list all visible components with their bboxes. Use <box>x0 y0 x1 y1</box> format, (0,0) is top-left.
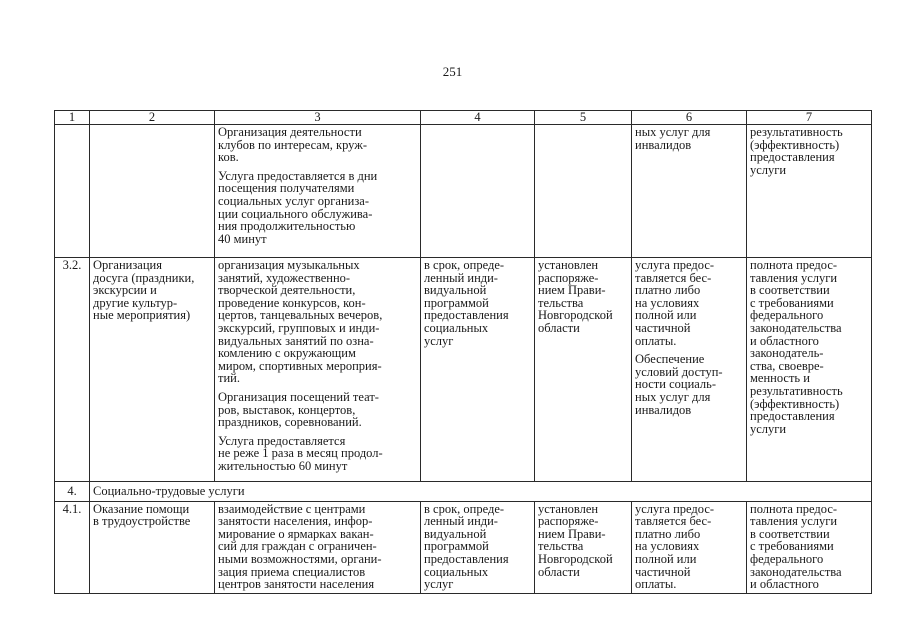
service-indicators: результативность (эффективность) предоставления услуги <box>747 125 872 258</box>
conditions-paragraph: ных услуг для инвалидов <box>635 125 711 152</box>
service-indicators: полнота предос- тавления услуги в соответствии с требованиями федерального законодательства и областного законодатель- ства, своевре- менность и результативность (эффективность) предоставления услуги <box>747 258 872 482</box>
service-term: в срок, опреде- ленный инди- видуальной программой предоставления социальных услуг <box>421 501 535 593</box>
service-conditions <box>632 501 747 593</box>
service-content <box>215 501 421 593</box>
column-header: 4 <box>421 111 535 125</box>
row-number: 3.2. <box>55 258 90 482</box>
table-header-row <box>55 111 872 125</box>
table-row <box>55 125 872 258</box>
row-number <box>55 125 90 258</box>
services-table <box>54 110 872 594</box>
column-header: 7 <box>747 111 872 125</box>
section-number: 4. <box>55 482 90 502</box>
service-tariff: установлен распоряже- нием Прави- тельства Новгородской области <box>535 501 632 593</box>
service-tariff: установлен распоряже- нием Прави- тельства Новгородской области <box>535 258 632 482</box>
page-number: 251 <box>442 64 463 79</box>
table-row <box>55 258 872 482</box>
content-paragraph: организация музыкальных занятий, художественно- творческой деятельности, проведение конкурсов, кон- цертов, танцевальных вечеров, экскурсий, групповых и инди- видуальных занятий по озна- комлению с окружающим миром, спортивных мероприя- тий. <box>218 258 383 386</box>
column-header: 1 <box>55 111 90 125</box>
service-term <box>421 125 535 258</box>
section-row <box>55 482 872 502</box>
conditions-paragraph: услуга предос- тавляется бес- платно либо на условиях полной или частичной оплаты. <box>635 501 715 592</box>
service-conditions <box>632 258 747 482</box>
content-paragraph: Организация деятельности клубов по интересам, круж- ков. <box>218 125 368 165</box>
row-number: 4.1. <box>55 501 90 593</box>
service-name: Организация досуга (праздники, экскурсии и другие культур- ные мероприятия) <box>90 258 215 482</box>
service-name: Оказание помощи в трудоустройстве <box>90 501 215 593</box>
conditions-paragraph: Обеспечение условий доступ- ности социаль- ных услуг для инвалидов <box>635 352 723 417</box>
service-indicators: полнота предос- тавления услуги в соответствии с требованиями федерального законодательства и областного <box>747 501 872 593</box>
content-paragraph: Услуга предоставляется не реже 1 раза в месяц продол- жительностью 60 минут <box>218 433 383 473</box>
table-row <box>55 501 872 593</box>
service-tariff <box>535 125 632 258</box>
service-content <box>215 258 421 482</box>
column-header: 3 <box>215 111 421 125</box>
content-paragraph: взаимодействие с центрами занятости населения, инфор- мирование о ярмарках вакан- сий для граждан с ограничен- ными возможностями, органи- зация приема специалистов центров занятости населения <box>218 501 382 592</box>
service-name <box>90 125 215 258</box>
conditions-paragraph: услуга предос- тавляется бес- платно либо на условиях полной или частичной оплаты. <box>635 258 715 348</box>
service-term: в срок, опреде- ленный инди- видуальной программой предоставления социальных услуг <box>421 258 535 482</box>
section-title: Социально-трудовые услуги <box>90 482 872 502</box>
column-header: 2 <box>90 111 215 125</box>
service-conditions <box>632 125 747 258</box>
content-paragraph: Услуга предоставляется в дни посещения получателями социальных услуг организа- ции социального обслужива- ния продолжительностью 40 минут <box>218 168 378 246</box>
content-paragraph: Организация посещений теат- ров, выставок, концертов, праздников, соревнований. <box>218 389 379 430</box>
column-header: 6 <box>632 111 747 125</box>
service-content <box>215 125 421 258</box>
column-header: 5 <box>535 111 632 125</box>
